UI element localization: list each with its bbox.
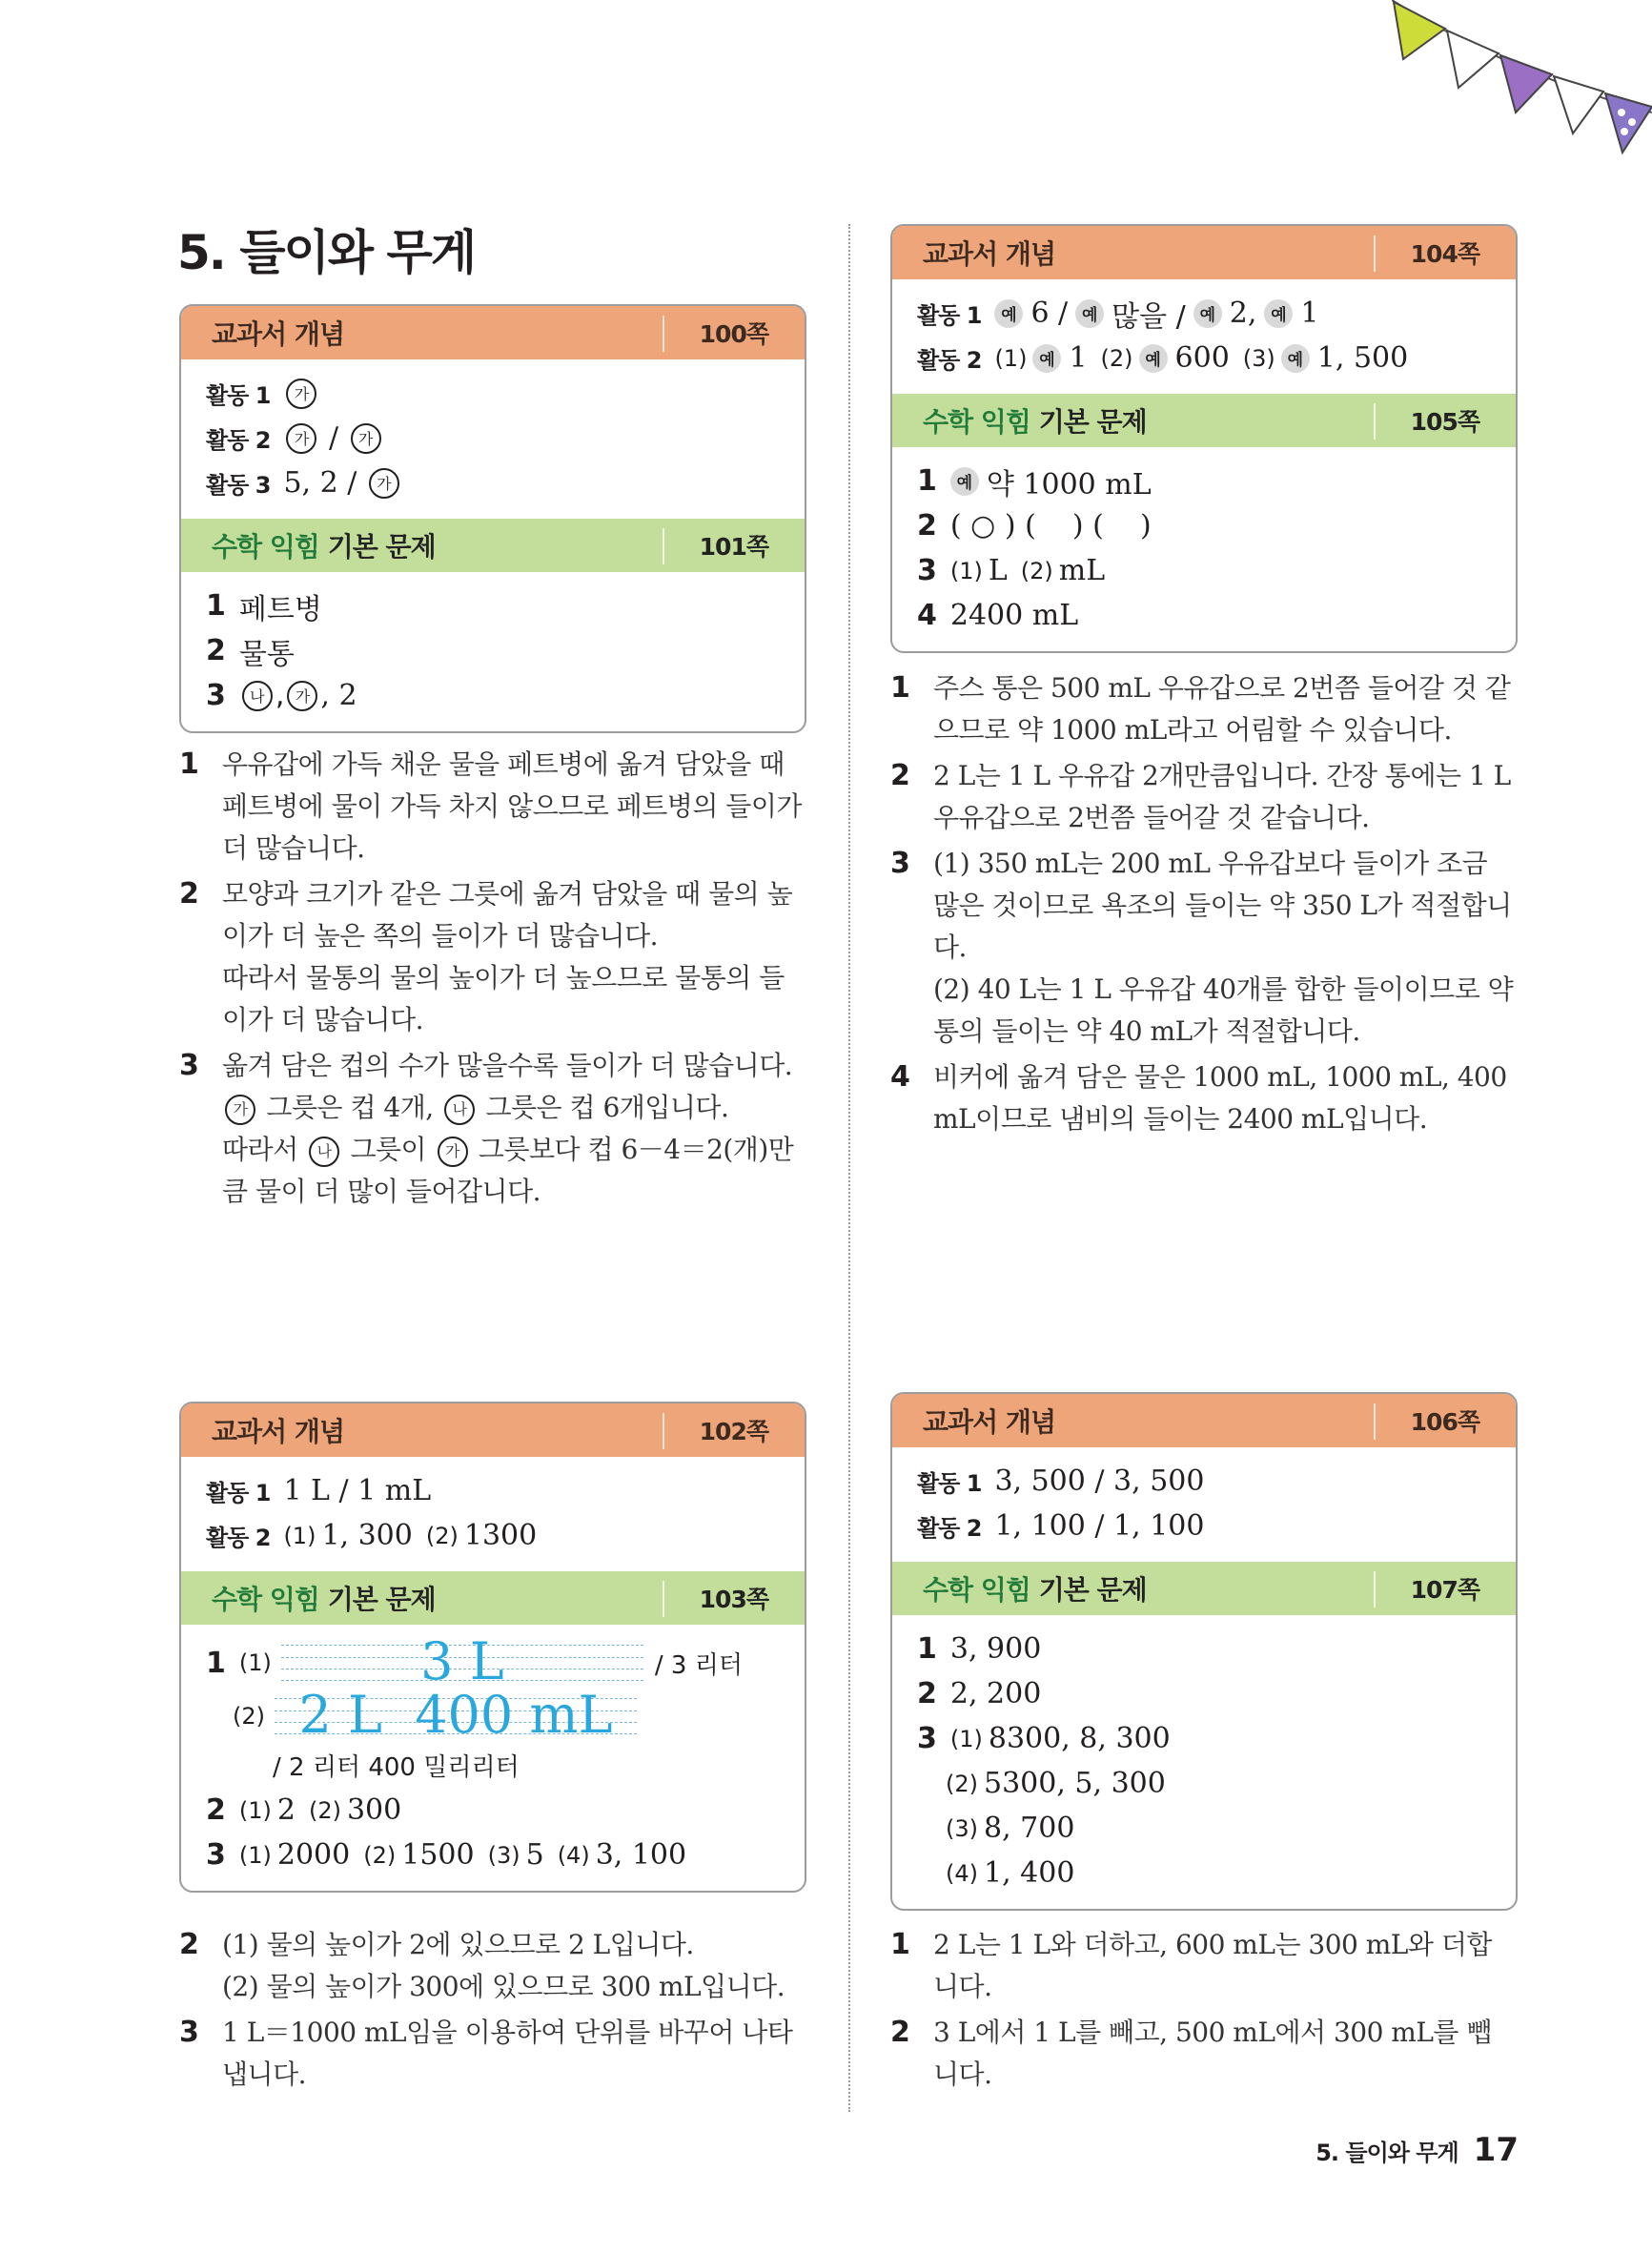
sub-number: (4) [557, 1841, 590, 1869]
bunting-flag-lime [1394, 2, 1445, 59]
practice-body-103 [181, 1625, 805, 1891]
answer-3-4 [917, 1851, 1489, 1895]
answer-text: 물통 [238, 637, 295, 671]
sub-number: (2) [1100, 344, 1133, 372]
column-divider [848, 224, 850, 2112]
activity-2 [206, 416, 778, 461]
activity-3 [206, 461, 778, 505]
page-ref-103: 103쪽 [699, 1586, 768, 1613]
page-ref-100: 100쪽 [699, 320, 768, 348]
answer-text: 5, 2 / [283, 466, 366, 500]
activity-label: 활동 1 [917, 302, 982, 329]
answer-text: 1, 100 / 1, 100 [994, 1509, 1205, 1543]
answer-2: 2 ( ○ ) ( ) ( ) [917, 509, 1152, 543]
answer-text: 8, 700 [984, 1812, 1075, 1845]
answer-3: 3 (1) L (2) mL [917, 554, 1106, 587]
explanation-text: 주스 통은 500 mL 우유갑으로 2번쯤 들어갈 것 같으므로 약 1000 mL라고 어림할 수 있습니다. [933, 672, 1511, 746]
example-badge: 예 [994, 299, 1023, 328]
activity-label: 활동 1 [206, 1480, 271, 1506]
explanation-text: (2) 물의 높이가 300에 있으므로 300 mL입니다. [222, 1971, 785, 2002]
answer-text: 많을 / [1112, 299, 1186, 334]
page-title: 5. 들이와 무게 [177, 225, 476, 280]
activity-label: 활동 2 [206, 1525, 271, 1551]
answer-text: 3, 500 / 3, 500 [994, 1464, 1205, 1498]
practice-header-107 [892, 1562, 1516, 1615]
answer-1: 1 페트병 [206, 584, 778, 628]
footer-section-title: 5. 들이와 무게 [1315, 2140, 1458, 2166]
activity-label: 활동 1 [917, 1470, 982, 1497]
explanation-text: (2) 40 L는 1 L 우유갑 40개를 합한 들이이므로 약통의 들이는 약 40 mL가 적절합니다. [933, 973, 1514, 1047]
explanation-2: 2 3 L에서 1 L를 빼고, 500 mL에서 300 mL를 뺍니다. [890, 2012, 1514, 2096]
answer-text: 5 [525, 1838, 544, 1872]
answer-text: / 3 리터 [654, 1650, 743, 1680]
concept-body-102 [181, 1457, 805, 1571]
answer-text: 2000 [276, 1838, 351, 1872]
explanation-text: 옮겨 담은 컵의 수가 많을수록 들이가 더 많습니다. [222, 1050, 793, 1081]
concept-body-106 [892, 1447, 1516, 1562]
page-ref-107: 107쪽 [1410, 1576, 1479, 1604]
activity-1 [917, 1459, 1489, 1504]
handwriting-text: 2 L 400 mL [298, 1685, 613, 1745]
page-number: 17 [1473, 2131, 1519, 2169]
explanations-107 [890, 1924, 1514, 2099]
explanation-3: 3 (1) 350 mL는 200 mL 우유갑보다 들이가 조금 많은 것이므로 욕조의 들이는 약 350 L가 적절합니다. (2) 40 L는 1 L 우유갑 40개를 합한 들이이므로 약통의 들이는 약 40 mL가 적절합니다. [890, 843, 1514, 1053]
circled-na-icon: 나 [309, 1137, 339, 1167]
concept-label: 교과서 개념 [212, 318, 344, 350]
answer-text: L [988, 554, 1008, 587]
concept-label: 교과서 개념 [923, 1406, 1055, 1438]
answer-2: 2 (1) 2 (2) 300 [206, 1793, 402, 1827]
explanation-2: 2 (1) 물의 높이가 2에 있으므로 2 L입니다. (2) 물의 높이가 300에 있으므로 300 mL입니다. [179, 1924, 803, 2008]
circled-ga-icon: 가 [369, 468, 399, 499]
concept-body-104 [892, 279, 1516, 394]
answer-text: 1 [1300, 297, 1319, 330]
explanation-text: 우유갑에 가득 채운 물을 페트병에 옮겨 담았을 때 페트병에 물이 가득 차지 않으므로 페트병의 들이가 더 많습니다. [222, 748, 802, 864]
activity-1 [206, 371, 778, 416]
answer-text: 1500 [401, 1838, 475, 1872]
answer-text: 1 L / 1 mL [283, 1474, 432, 1507]
answer-text: 600 [1174, 341, 1230, 375]
activity-label: 활동 2 [206, 427, 271, 454]
concept-header-100 [181, 306, 805, 359]
activity-2 [917, 1504, 1489, 1548]
circled-ga-icon: 가 [351, 423, 381, 454]
explanation-text: 3 L에서 1 L를 빼고, 500 mL에서 300 mL를 뺍니다. [933, 2017, 1492, 2090]
concept-header-102 [181, 1403, 805, 1457]
answer-3: 3 (1) 2000 (2) 1500 (3) 5 (4) 3, 100 [206, 1838, 687, 1872]
practice-body-105 [892, 447, 1516, 651]
circled-ga-icon: 가 [438, 1137, 468, 1167]
explanation-text: 비커에 옮겨 담은 물은 1000 mL, 1000 mL, 400 mL이므로 냄비의 들이는 2400 mL입니다. [933, 1061, 1507, 1135]
sub-number: (3) [946, 1814, 978, 1842]
answer-text: mL [1058, 554, 1106, 587]
answer-text: ( ○ ) ( ) ( ) [949, 509, 1152, 543]
explanations-103 [179, 1924, 803, 2099]
explanations-101 [179, 744, 803, 1217]
explanation-text: 가 그릇은 컵 4개, 나 그릇은 컵 6개입니다. [222, 1087, 803, 1129]
answer-4: 4 2400 mL [917, 599, 1079, 632]
answer-text: 약 1000 mL [986, 467, 1152, 502]
activity-2 [917, 336, 1489, 380]
sub-number: (2) [946, 1770, 978, 1797]
activity-1 [917, 291, 1489, 336]
explanation-text: 2 L는 1 L 우유갑 2개만큼입니다. 간장 통에는 1 L 우유갑으로 2번쯤 들어갈 것 같습니다. [933, 760, 1511, 833]
answer-text: 1, 300 [321, 1519, 413, 1552]
sub-number: (1) [283, 1522, 316, 1549]
page-ref-101: 101쪽 [699, 533, 768, 561]
example-badge: 예 [1139, 344, 1168, 373]
answer-2: 2 물통 [206, 628, 778, 673]
answer-text: 3, 900 [949, 1632, 1042, 1666]
answer-3: 3 나 , 가 , 2 [206, 679, 357, 712]
answer-2: 2 2, 200 [917, 1677, 1042, 1710]
answer-text: / 2 리터 400 밀리리터 [273, 1753, 520, 1782]
example-badge: 예 [1264, 299, 1293, 328]
box-page-100-101 [179, 304, 806, 733]
sub-number: (1) [238, 1841, 272, 1869]
sub-number: (2) [1020, 557, 1053, 584]
bunting-flag-purple [1500, 55, 1552, 113]
box-page-106-107 [890, 1392, 1518, 1911]
circled-ga-icon: 가 [287, 681, 317, 711]
practice-header-103 [181, 1571, 805, 1625]
answer-text: 5300, 5, 300 [984, 1767, 1166, 1800]
explanation-1: 1 2 L는 1 L와 더하고, 600 mL는 300 mL와 더합니다. [890, 1924, 1514, 2008]
sub-number: (4) [946, 1859, 978, 1887]
answer-text: 1300 [463, 1519, 538, 1552]
box-page-104-105 [890, 224, 1518, 653]
activity-label: 활동 2 [917, 1515, 982, 1542]
circled-na-icon: 나 [242, 681, 273, 711]
sub-number: (3) [1242, 344, 1275, 372]
page-ref-106: 106쪽 [1410, 1408, 1479, 1436]
answer-text: 1, 400 [984, 1856, 1075, 1890]
circled-ga-icon: 가 [286, 423, 316, 454]
explanation-text: 따라서 나 그릇이 가 그릇보다 컵 6－4＝2(개)만큼 물이 더 많이 들어갑니다. [222, 1134, 794, 1207]
answer-text: 1 [1069, 341, 1088, 375]
sub-number: (2) [363, 1841, 397, 1869]
circled-ga-icon: 가 [225, 1095, 255, 1125]
answer-3-2 [917, 1761, 1489, 1806]
example-badge: 예 [1075, 299, 1104, 328]
activity-label: 활동 2 [917, 347, 982, 374]
sub-number: (1) [238, 1796, 272, 1824]
practice-label: 수학 익힘 기본 문제 [212, 1584, 436, 1615]
explanation-1: 1 주스 통은 500 mL 우유갑으로 2번쯤 들어갈 것 같으므로 약 1000 mL라고 어림할 수 있습니다. [890, 667, 1514, 751]
example-badge: 예 [1193, 299, 1222, 328]
sub-number: (2) [233, 1703, 265, 1730]
concept-header-106 [892, 1394, 1516, 1447]
activity-1 [206, 1468, 778, 1513]
example-badge: 예 [950, 467, 979, 496]
circled-na-icon: 나 [444, 1095, 475, 1125]
practice-label: 수학 익힘 기본 문제 [923, 406, 1147, 438]
answer-text: 1, 500 [1316, 341, 1409, 375]
page-ref-105: 105쪽 [1410, 408, 1479, 436]
page-ref-104: 104쪽 [1410, 240, 1479, 268]
example-badge: 예 [1281, 344, 1310, 373]
explanation-text: 따라서 물통의 물의 높이가 더 높으므로 물통의 들이가 더 많습니다. [222, 962, 785, 1035]
answer-1-1: 1 (1) 3 L / 3 리터 [206, 1631, 743, 1691]
bunting-flag-white-2 [1554, 76, 1603, 133]
page-footer [1315, 2131, 1519, 2169]
answer-1-reading [206, 1743, 778, 1788]
sub-number: (1) [949, 557, 983, 584]
explanation-text: 2 L는 1 L와 더하고, 600 mL는 300 mL와 더합니다. [933, 1929, 1492, 2002]
practice-body-101 [181, 572, 805, 731]
explanation-text: (1) 350 mL는 200 mL 우유갑보다 들이가 조금 많은 것이므로 욕조의 들이는 약 350 L가 적절합니다. [933, 848, 1512, 963]
sub-number: (1) [949, 1725, 983, 1752]
practice-label: 수학 익힘 기본 문제 [923, 1574, 1147, 1606]
explanation-4: 4 비커에 옮겨 담은 물은 1000 mL, 1000 mL, 400 mL이므로 냄비의 들이는 2400 mL입니다. [890, 1056, 1514, 1140]
answer-text: 300 [346, 1793, 402, 1827]
explanations-105 [890, 667, 1514, 1144]
practice-header-101 [181, 519, 805, 572]
answer-1-2 [206, 1685, 778, 1745]
handwriting-box [275, 1685, 637, 1745]
activity-2 [206, 1513, 778, 1558]
explanation-3: 3 1 L＝1000 mL임을 이용하여 단위를 바꾸어 나타냅니다. [179, 2012, 803, 2096]
answer-text: 6 / [1030, 297, 1069, 330]
explanation-text: 모양과 크기가 같은 그릇에 옮겨 담았을 때 물의 높이가 더 높은 쪽의 들이가 더 많습니다. [222, 878, 793, 952]
example-badge: 예 [1032, 344, 1061, 373]
page-ref-102: 102쪽 [699, 1418, 768, 1445]
practice-label: 수학 익힘 기본 문제 [212, 531, 436, 563]
circled-ga-icon: 가 [286, 379, 316, 409]
answer-3-1: 3 (1) 8300, 8, 300 [917, 1722, 1171, 1755]
explanation-text: 1 L＝1000 mL임을 이용하여 단위를 바꾸어 나타냅니다. [222, 2017, 793, 2090]
activity-label: 활동 1 [206, 382, 271, 409]
box-page-102-103 [179, 1402, 806, 1893]
concept-label: 교과서 개념 [212, 1416, 344, 1447]
sub-number: (2) [425, 1522, 459, 1549]
separator: / [319, 421, 348, 455]
bunting-decoration [1392, 0, 1652, 167]
sub-number: (3) [487, 1841, 520, 1869]
explanation-3: 3 옮겨 담은 컵의 수가 많을수록 들이가 더 많습니다. 가 그릇은 컵 4개, 나 그릇은 컵 6개입니다. 따라서 나 그릇이 가 그릇보다 컵 6－4＝2(개)만큼 물이 더 많이 들어갑니다. [179, 1045, 803, 1213]
answer-text: 3, 100 [595, 1838, 687, 1872]
answer-text: 2 [276, 1793, 296, 1827]
activity-label: 활동 3 [206, 472, 271, 499]
sub-number: (1) [238, 1649, 272, 1676]
answer-text: 8300, 8, 300 [988, 1722, 1171, 1755]
practice-body-107 [892, 1615, 1516, 1909]
sub-number: (1) [994, 344, 1028, 372]
answer-text: 페트병 [238, 592, 322, 626]
answer-text: , 2 [320, 679, 357, 712]
answer-text: 2400 mL [949, 599, 1079, 632]
sub-number: (2) [308, 1796, 341, 1824]
practice-header-105 [892, 394, 1516, 447]
explanation-2: 2 2 L는 1 L 우유갑 2개만큼입니다. 간장 통에는 1 L 우유갑으로 2번쯤 들어갈 것 같습니다. [890, 755, 1514, 839]
answer-text: 2, [1229, 297, 1257, 330]
answer-text: 2, 200 [949, 1677, 1042, 1710]
bunting-flag-white [1447, 31, 1499, 88]
handwriting-text: 3 L [420, 1631, 504, 1691]
explanation-1: 1 우유갑에 가득 채운 물을 페트병에 옮겨 담았을 때 페트병에 물이 가득 차지 않으므로 페트병의 들이가 더 많습니다. [179, 744, 803, 870]
concept-label: 교과서 개념 [923, 238, 1055, 270]
answer-3-3 [917, 1806, 1489, 1851]
concept-header-104 [892, 226, 1516, 279]
explanation-text: (1) 물의 높이가 2에 있으므로 2 L입니다. [222, 1929, 694, 1960]
answer-1: 1 3, 900 [917, 1632, 1042, 1666]
answer-1: 1 예 약 1000 mL [917, 459, 1489, 503]
concept-body-100 [181, 359, 805, 519]
explanation-2: 2 모양과 크기가 같은 그릇에 옮겨 담았을 때 물의 높이가 더 높은 쪽의 들이가 더 많습니다. 따라서 물통의 물의 높이가 더 높으므로 물통의 들이가 더 많습니다. [179, 873, 803, 1041]
